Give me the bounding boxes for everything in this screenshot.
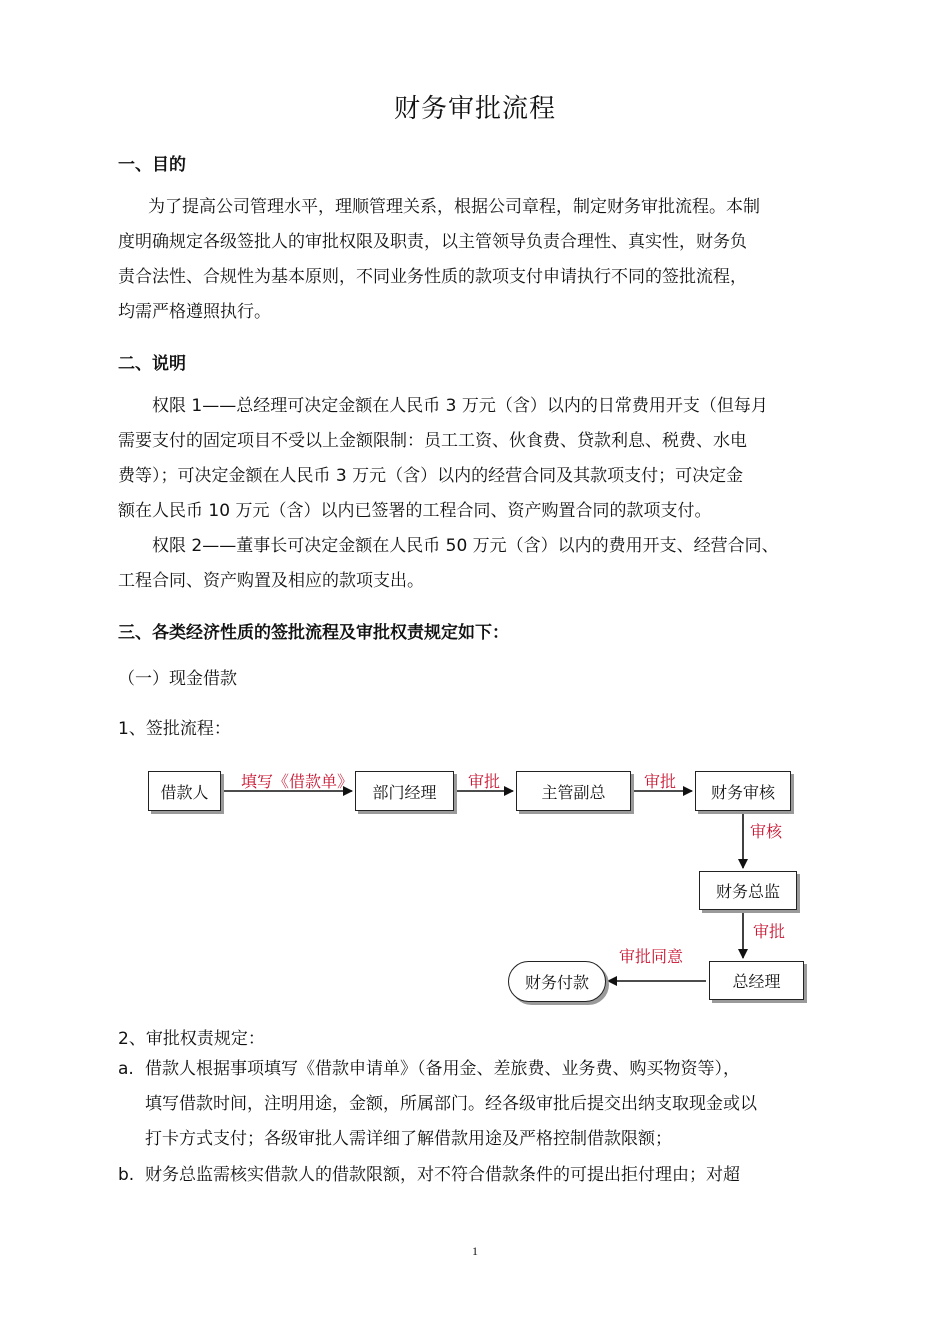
paragraph-line: 度明确规定各级签批人的审批权限及职责，以主管领导负责合理性、真实性，财务负 bbox=[118, 232, 747, 252]
item-signing-process: 1、签批流程： bbox=[118, 719, 231, 739]
purpose-paragraph bbox=[118, 190, 848, 330]
authority-1-paragraph bbox=[118, 389, 848, 529]
rule-line: 借款人根据事项填写《借款申请单》（备用金、差旅费、业务费、购买物资等）， bbox=[145, 1059, 740, 1079]
paragraph-line: 权限 1——总经理可决定金额在人民币 3 万元（含）以内的日常费用开支（但每月 bbox=[152, 396, 768, 416]
paragraph-line: 权限 2——董事长可决定金额在人民币 50 万元（含）以内的费用开支、经营合同、 bbox=[152, 536, 779, 556]
section-heading-procedures: 三、各类经济性质的签批流程及审批权责规定如下： bbox=[118, 623, 509, 643]
label-approve-manager: 审批 bbox=[468, 772, 501, 791]
approval-flowchart bbox=[140, 756, 820, 1006]
page-title: 财务审批流程 bbox=[393, 94, 556, 124]
node-general-manager: 总经理 bbox=[709, 961, 804, 1000]
section-heading-explanation: 二、说明 bbox=[118, 354, 186, 374]
node-borrower: 借款人 bbox=[148, 771, 221, 811]
rule-item-b bbox=[118, 1158, 848, 1193]
label-approve-deputy: 审批 bbox=[644, 772, 677, 791]
paragraph-line: 为了提高公司管理水平，理顺管理关系，根据公司章程，制定财务审批流程。本制 bbox=[148, 197, 760, 217]
list-marker: a. bbox=[118, 1059, 134, 1079]
node-deputy-gm: 主管副总 bbox=[516, 771, 631, 811]
node-finance-payment: 财务付款 bbox=[508, 961, 606, 1002]
paragraph-line: 工程合同、资产购置及相应的款项支出。 bbox=[118, 571, 424, 591]
section-heading-purpose: 一、目的 bbox=[118, 155, 186, 175]
page-number: 1 bbox=[472, 1244, 478, 1258]
rule-item-a bbox=[118, 1052, 848, 1157]
label-approve-director: 审批 bbox=[753, 922, 786, 941]
list-marker: b. bbox=[118, 1165, 135, 1185]
label-approve-agree: 审批同意 bbox=[619, 947, 684, 966]
node-dept-manager: 部门经理 bbox=[355, 771, 454, 811]
node-finance-director: 财务总监 bbox=[699, 871, 797, 910]
label-review: 审核 bbox=[750, 822, 783, 841]
node-finance-review: 财务审核 bbox=[695, 771, 791, 811]
rule-line: 填写借款时间，注明用途，金额，所属部门。经各级审批后提交出纳支取现金或以 bbox=[145, 1094, 757, 1114]
paragraph-line: 责合法性、合规性为基本原则，不同业务性质的款项支付申请执行不同的签批流程， bbox=[118, 267, 747, 287]
paragraph-line: 额在人民币 10 万元（含）以内已签署的工程合同、资产购置合同的款项支付。 bbox=[118, 501, 712, 521]
rule-line: 财务总监需核实借款人的借款限额，对不符合借款条件的可提出拒付理由；对超 bbox=[145, 1165, 740, 1185]
label-fill-form: 填写《借款单》 bbox=[241, 772, 354, 791]
rule-line: 打卡方式支付；各级审批人需详细了解借款用途及严格控制借款限额； bbox=[145, 1129, 672, 1149]
authority-2-paragraph bbox=[118, 529, 848, 599]
paragraph-line: 需要支付的固定项目不受以上金额限制：员工工资、伙食费、贷款利息、税费、水电 bbox=[118, 431, 747, 451]
paragraph-line: 费等）；可决定金额在人民币 3 万元（含）以内的经营合同及其款项支付；可决定金 bbox=[118, 466, 744, 486]
item-approval-rules: 2、审批权责规定： bbox=[118, 1029, 265, 1049]
paragraph-line: 均需严格遵照执行。 bbox=[118, 302, 271, 322]
subsection-cash-loan: （一）现金借款 bbox=[118, 669, 237, 689]
